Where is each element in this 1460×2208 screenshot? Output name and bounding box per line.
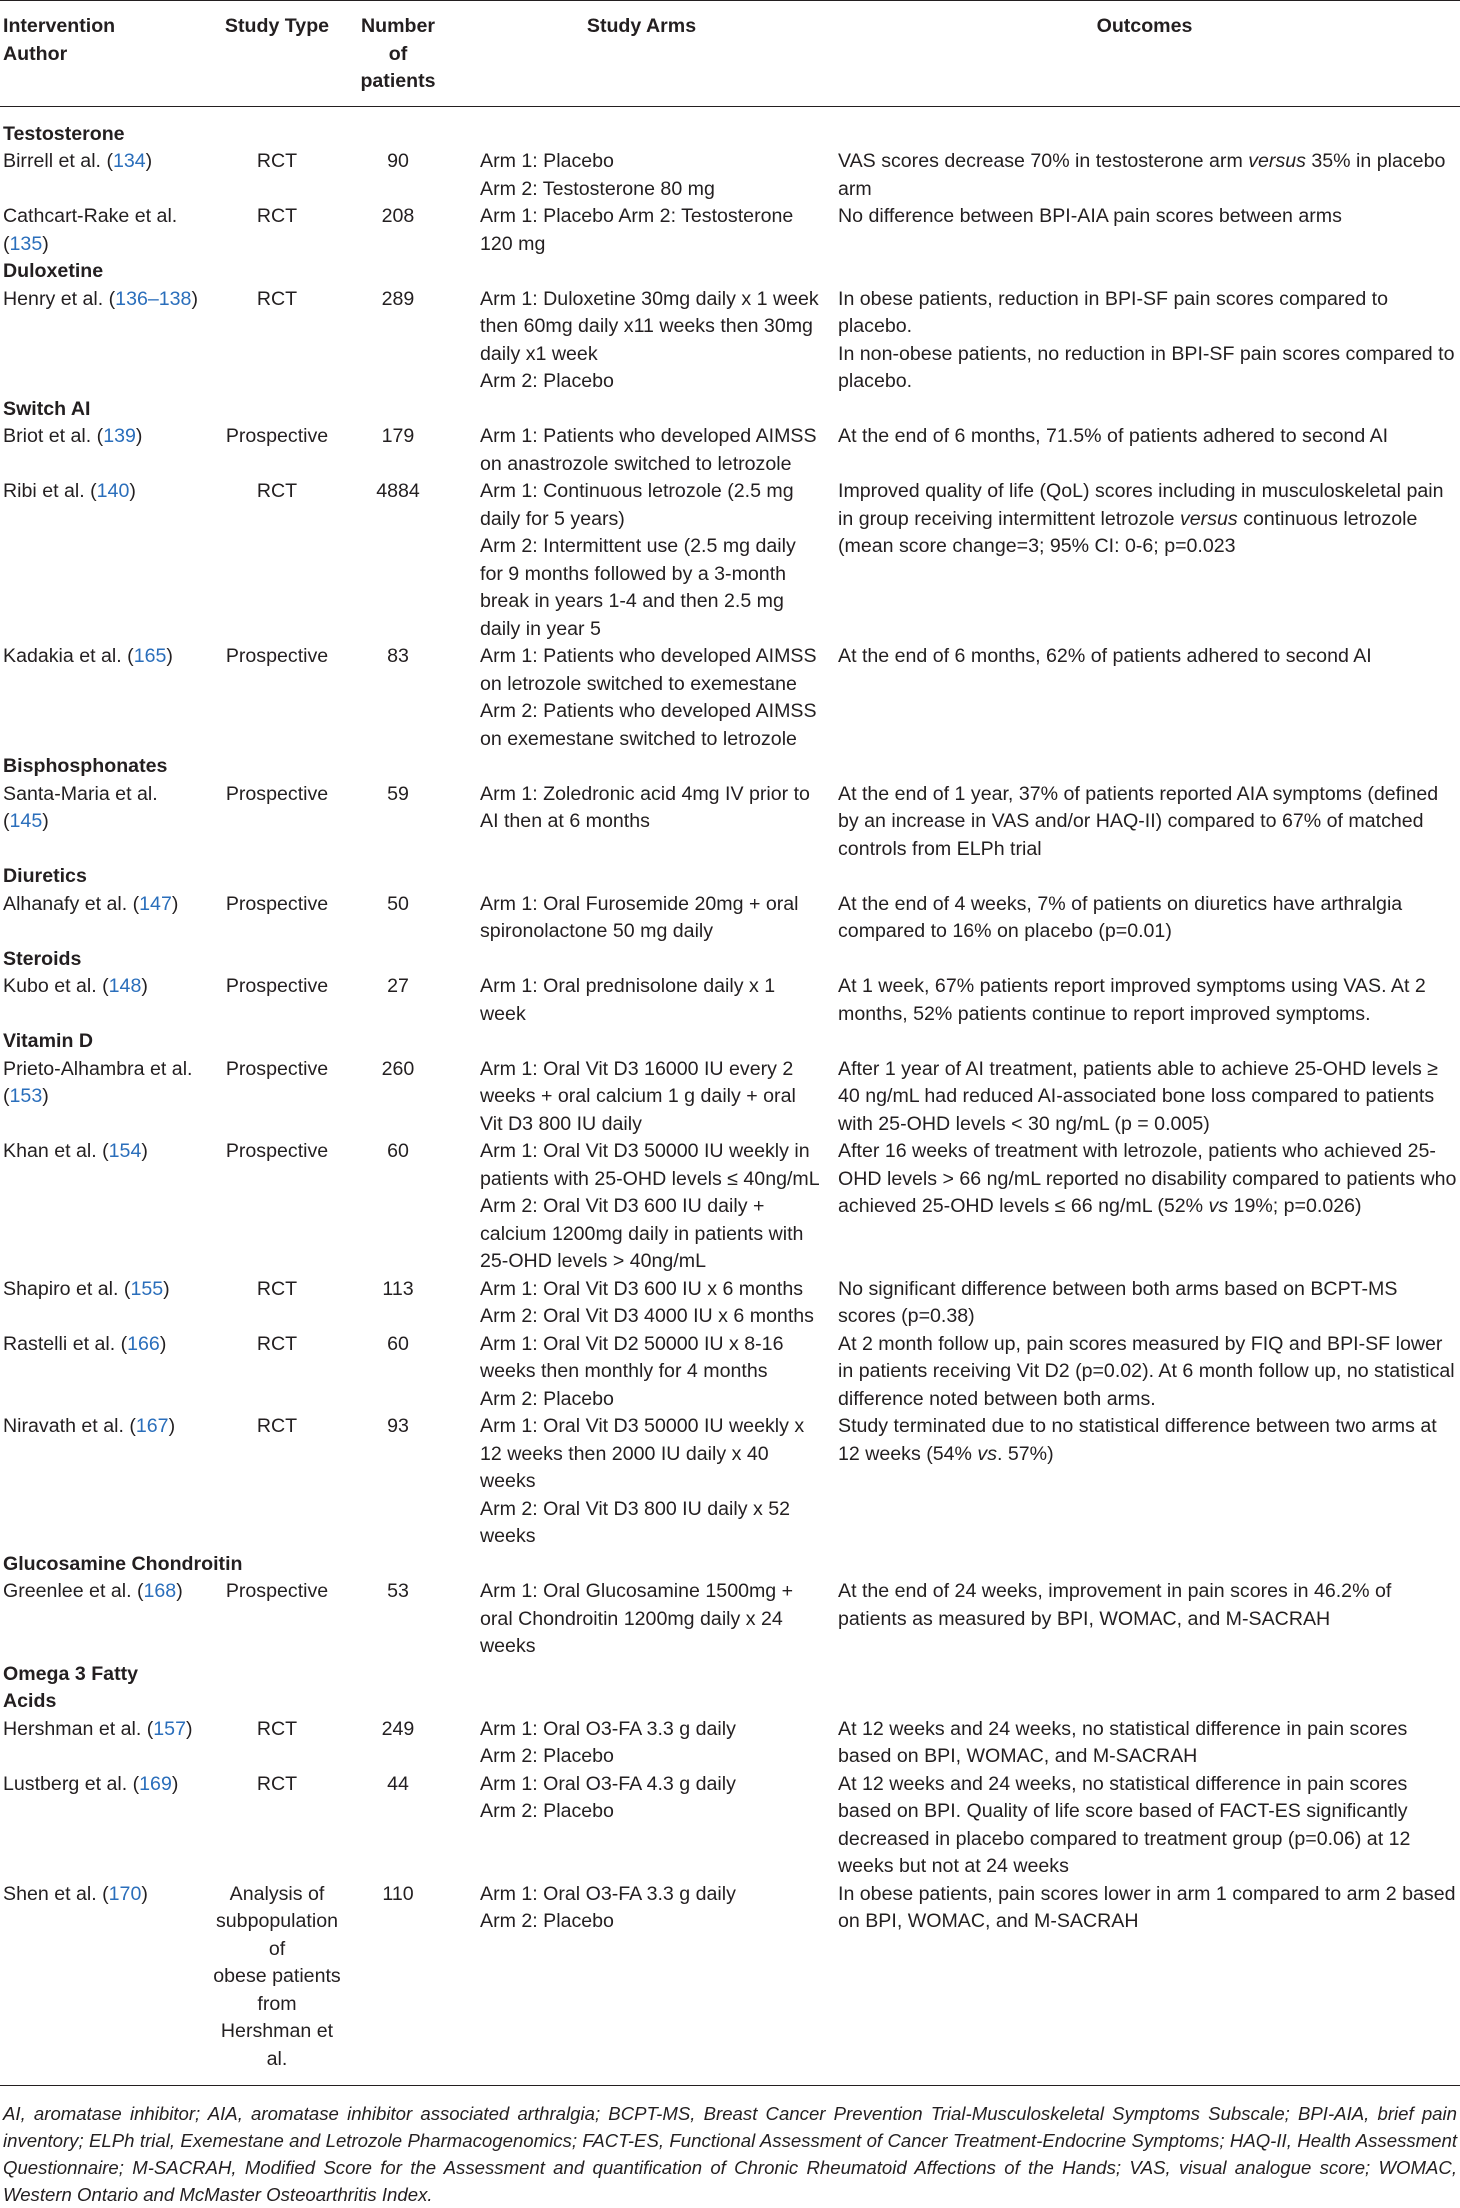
table-row: [0, 1138, 1460, 1276]
study-arm: Arm 2: Intermittent use (2.5 mg daily for 9 months followed by a 3-month break in years 1-4 and then 2.5 mg daily in year 5: [480, 535, 796, 640]
patient-count-cell: 93: [387, 1415, 409, 1437]
study-arms-cell: [454, 478, 829, 643]
outcomes-cell: [829, 781, 1460, 864]
reference-close-paren: ): [42, 810, 49, 832]
author-cell: [0, 203, 212, 258]
study-arm: Arm 1: Oral O3-FA 4.3 g daily: [480, 1772, 736, 1795]
patient-count-cell: 113: [382, 1277, 414, 1300]
author-cell: [0, 1276, 212, 1331]
reference-close-paren: ): [185, 1717, 193, 1740]
group-row: [0, 106, 1460, 148]
study-arm: Arm 2: Testosterone 80 mg: [480, 177, 715, 200]
study-type-line: RCT: [256, 1717, 298, 1740]
reference-close-paren: ): [163, 1277, 170, 1300]
author-cell: [0, 1716, 212, 1771]
reference-link[interactable]: 154: [108, 1140, 142, 1162]
study-arm: Arm 1: Oral Vit D3 50000 IU weekly x 12 weeks then 2000 IU daily x 40 weeks: [480, 1415, 805, 1492]
reference-link[interactable]: 140: [96, 480, 130, 502]
reference-link[interactable]: 157: [153, 1717, 186, 1740]
table-row: [0, 1056, 1460, 1139]
outcome-text: In non-obese patients, no reduction in BPI-SF pain scores compared to placebo.: [838, 342, 1455, 392]
italic-word: vs: [977, 1442, 997, 1465]
group-row: [0, 1661, 1460, 1716]
author-cell: [0, 1413, 212, 1551]
outcome-text: At the end of 6 months, 71.5% of patients adhered to second AI: [838, 425, 1389, 447]
study-type-line: obese patients from: [213, 1965, 341, 2015]
author-name: Ribi et al. (: [3, 480, 97, 502]
study-arms-cell: [454, 781, 829, 864]
study-type-line: subpopulation of: [215, 1910, 339, 1960]
author-name: Briot et al. (: [3, 425, 104, 447]
outcomes-cell: [829, 1331, 1460, 1414]
group-name-line: Duloxetine: [3, 260, 104, 282]
outcomes-cell: [829, 423, 1460, 478]
table-row: [0, 1716, 1460, 1771]
reference-link[interactable]: 136–138: [115, 287, 192, 310]
study-arm: Arm 1: Oral Vit D2 50000 IU x 8-16 weeks then monthly for 4 months: [480, 1332, 784, 1382]
header-author-line: Author: [3, 42, 68, 65]
patient-count-cell: 4884: [376, 480, 420, 502]
study-type-line: Prospective: [225, 1057, 329, 1080]
reference-close-paren: ): [171, 892, 179, 915]
reference-link[interactable]: 170: [108, 1882, 142, 1905]
table-row: [0, 781, 1460, 864]
outcomes-cell: [829, 1056, 1460, 1139]
reference-close-paren: ): [141, 1882, 148, 1905]
group-name: [0, 1028, 1460, 1056]
table-header: [0, 1, 1460, 107]
group-name: [0, 1551, 1460, 1579]
header-number-line: Number: [360, 15, 436, 37]
reference-close-paren: ): [191, 287, 198, 310]
group-name-line: Steroids: [3, 947, 82, 970]
header-outcomes: Outcomes: [829, 1, 1460, 107]
study-type-cell: [212, 286, 342, 396]
study-type-cell: [212, 1331, 342, 1414]
table-row: [0, 1413, 1460, 1551]
author-name: Rastelli et al. (: [3, 1332, 128, 1355]
study-arms-cell: [454, 891, 829, 946]
outcomes-cell: [829, 973, 1460, 1028]
italic-word: versus: [1179, 507, 1238, 530]
author-cell: [0, 973, 212, 1028]
author-cell: [0, 643, 212, 753]
header-study-type: Study Type: [212, 1, 342, 107]
group-name: [0, 863, 1460, 891]
author-name: Cathcart-Rake et al. (: [3, 205, 178, 255]
group-name-line: Testosterone: [3, 122, 125, 145]
outcomes-cell: [829, 891, 1460, 946]
author-name: Shen et al. (: [3, 1882, 109, 1905]
study-arm: Arm 2: Placebo: [480, 1387, 614, 1410]
reference-close-paren: ): [141, 1140, 148, 1162]
reference-link[interactable]: 165: [133, 645, 167, 667]
study-arm: Arm 1: Oral prednisolone daily x 1 week: [480, 975, 776, 1025]
reference-link[interactable]: 134: [112, 150, 146, 172]
study-type-line: RCT: [256, 480, 298, 502]
table-row: [0, 478, 1460, 643]
outcomes-cell: [829, 203, 1460, 258]
study-arm: Arm 2: Oral Vit D3 4000 IU x 6 months: [480, 1305, 814, 1327]
author-cell: [0, 1138, 212, 1276]
reference-close-paren: ): [168, 1415, 176, 1437]
study-arm: Arm 2: Placebo: [480, 1800, 614, 1822]
reference-close-paren: ): [42, 1085, 49, 1107]
reference-link[interactable]: 145: [9, 810, 43, 832]
study-type-line: RCT: [256, 150, 298, 172]
author-cell: [0, 286, 212, 396]
reference-close-paren: ): [135, 425, 143, 447]
study-arm: Arm 1: Oral Vit D3 16000 IU every 2 weeks + oral calcium 1 g daily + oral Vit D3 800 IU daily: [480, 1057, 796, 1135]
table-row: [0, 286, 1460, 396]
group-row: [0, 863, 1460, 891]
study-arms-cell: [454, 1138, 829, 1276]
study-arms-cell: [454, 1716, 829, 1771]
study-type-cell: [212, 423, 342, 478]
outcomes-cell: [829, 1578, 1460, 1661]
patient-count-cell: 60: [387, 1140, 409, 1162]
author-cell: [0, 781, 212, 864]
study-arm: Arm 1: Patients who developed AIMSS on letrozole switched to exemestane: [480, 645, 817, 695]
study-arms-cell: [454, 1881, 829, 2074]
author-name: Greenlee et al. (: [3, 1580, 144, 1602]
study-arm: Arm 2: Placebo: [480, 1745, 614, 1767]
study-type-line: Prospective: [225, 1140, 329, 1162]
group-name: [0, 1661, 1460, 1716]
reference-close-paren: ): [159, 1332, 167, 1355]
study-type-cell: [212, 891, 342, 946]
patient-count-cell: 53: [387, 1580, 409, 1602]
author-name: Lustberg et al. (: [3, 1772, 140, 1795]
author-name: Shapiro et al. (: [3, 1277, 131, 1300]
outcome-text: At the end of 1 year, 37% of patients reported AIA symptoms (defined by an increase in VAS and/or HAQ-II) compared to 67% of matched controls from ELPh trial: [838, 782, 1439, 860]
outcome-text: At the end of 4 weeks, 7% of patients on diuretics have arthralgia compared to 16% on placebo (p=0.01): [838, 892, 1403, 942]
reference-close-paren: ): [176, 1580, 183, 1602]
study-type-cell: [212, 1881, 342, 2074]
table-row: [0, 1881, 1460, 2074]
study-arms-cell: [454, 973, 829, 1028]
study-arm: Arm 1: Placebo Arm 2: Testosterone 120 mg: [480, 205, 794, 255]
reference-link[interactable]: 135: [9, 232, 43, 255]
table-row: [0, 891, 1460, 946]
patient-count-cell: 179: [381, 425, 415, 447]
reference-close-paren: ): [141, 975, 148, 997]
author-name: Alhanafy et al. (: [3, 892, 140, 915]
outcome-text: No difference between BPI-AIA pain scores between arms: [838, 205, 1342, 227]
study-type-cell: [212, 478, 342, 643]
study-arm: Arm 1: Oral Vit D3 600 IU x 6 months: [480, 1277, 804, 1300]
study-type-line: Prospective: [225, 892, 329, 915]
author-cell: [0, 478, 212, 643]
outcome-text: No significant difference between both arms based on BCPT-MS scores (p=0.38): [838, 1277, 1398, 1327]
outcomes-cell: [829, 1413, 1460, 1551]
table-footnote: AI, aromatase inhibitor; AIA, aromatase inhibitor associated arthralgia; BCPT-MS, Breast Cancer Prevention Trial-Musculoskeletal Symptoms Subscale; BPI-AIA, brief pain inventory; ELPh trial, Exemestane and Letrozole Pharmacogenomics; FACT-ES, Functional Assessment of Cancer Treatment-Endocrine Symptoms; HAQ-II, Health Assessment Questionnaire; M-SACRAH, Modified Score for the Assessment and quantification of Chronic Rheumatoid Affections of the Hands; VAS, visual analogue score; WOMAC, Western Ontario and McMaster Osteoarthritis Index.: [3, 2103, 1457, 2205]
group-row: [0, 946, 1460, 974]
group-name-line: Omega 3 Fatty: [3, 1662, 139, 1685]
study-type-line: RCT: [256, 1415, 298, 1437]
study-arm: Arm 2: Placebo: [480, 370, 614, 392]
outcomes-cell: [829, 1771, 1460, 1881]
study-arm: Arm 2: Oral Vit D3 600 IU daily + calcium 1200mg daily in patients with 25-OHD levels > 40ng/mL: [480, 1195, 804, 1272]
group-name-line: Switch AI: [3, 397, 91, 420]
study-type-cell: [212, 1056, 342, 1139]
reference-close-paren: ): [171, 1772, 179, 1795]
patient-count-cell: 90: [387, 150, 409, 172]
group-name: [0, 258, 1460, 286]
outcome-text: Study terminated due to no statistical difference between two arms at 12 weeks (54% vs. 57%): [838, 1415, 1437, 1465]
study-type-line: Hershman et al.: [220, 2020, 334, 2070]
outcomes-cell: [829, 1276, 1460, 1331]
table-row: [0, 973, 1460, 1028]
outcome-text: At the end of 24 weeks, improvement in pain scores in 46.2% of patients as measured by BPI, WOMAC, and M-SACRAH: [838, 1580, 1392, 1630]
study-arm: Arm 1: Continuous letrozole (2.5 mg daily for 5 years): [480, 480, 794, 530]
study-arms-cell: [454, 148, 829, 203]
patient-count-cell: 44: [387, 1772, 409, 1795]
outcome-text: VAS scores decrease 70% in testosterone arm versus 35% in placebo arm: [838, 150, 1446, 200]
table-row: [0, 1276, 1460, 1331]
study-type-line: Prospective: [225, 975, 329, 997]
patient-count-cell: 50: [387, 892, 409, 915]
author-name: Birrell et al. (: [3, 150, 113, 172]
author-cell: [0, 1578, 212, 1661]
study-type-line: RCT: [256, 1277, 298, 1300]
reference-close-paren: ): [145, 150, 153, 172]
study-arm: Arm 1: Zoledronic acid 4mg IV prior to AI then at 6 months: [480, 782, 810, 832]
study-arms-cell: [454, 1771, 829, 1881]
study-arm: Arm 1: Oral Furosemide 20mg + oral spironolactone 50 mg daily: [480, 892, 799, 942]
group-row: [0, 258, 1460, 286]
study-arms-cell: [454, 643, 829, 753]
group-row: [0, 1028, 1460, 1056]
table-row: [0, 148, 1460, 203]
header-author-line: Intervention: [3, 15, 116, 37]
outcomes-cell: [829, 643, 1460, 753]
group-row: [0, 1551, 1460, 1579]
study-type-line: RCT: [256, 205, 298, 227]
outcomes-cell: [829, 1138, 1460, 1276]
outcomes-cell: [829, 1716, 1460, 1771]
study-type-cell: [212, 973, 342, 1028]
outcome-text: In obese patients, pain scores lower in arm 1 compared to arm 2 based on BPI, WOMAC, and M-SACRAH: [838, 1882, 1456, 1932]
group-name: [0, 946, 1460, 974]
group-name: [0, 753, 1460, 781]
author-name: Niravath et al. (: [3, 1415, 136, 1437]
patient-count-cell: 60: [387, 1332, 409, 1355]
outcome-text: Improved quality of life (QoL) scores including in musculoskeletal pain in group receiving intermittent letrozole versus continuous letrozole (mean score change=3; 95% CI: 0-6; p=0.023: [838, 480, 1444, 557]
outcome-text: In obese patients, reduction in BPI-SF pain scores compared to placebo.: [838, 287, 1389, 337]
table-body: [0, 106, 1460, 2073]
reference-link[interactable]: 153: [9, 1085, 43, 1107]
table-row: [0, 643, 1460, 753]
study-arm: Arm 1: Oral O3-FA 3.3 g daily: [480, 1717, 736, 1740]
study-arms-cell: [454, 203, 829, 258]
author-name: Kubo et al. (: [3, 975, 109, 997]
author-name: Santa-Maria et al. (: [3, 782, 158, 832]
reference-link[interactable]: 169: [139, 1772, 172, 1795]
study-type-cell: [212, 1578, 342, 1661]
patient-count-cell: 83: [387, 645, 409, 667]
header-study-arms: Study Arms: [454, 1, 829, 107]
reference-link[interactable]: 148: [108, 975, 142, 997]
author-cell: [0, 1881, 212, 2074]
outcomes-cell: [829, 478, 1460, 643]
study-type-line: RCT: [256, 1332, 298, 1355]
study-arm: Arm 1: Oral Glucosamine 1500mg + oral Chondroitin 1200mg daily x 24 weeks: [480, 1580, 794, 1657]
study-type-line: Prospective: [225, 782, 329, 805]
study-arm: Arm 1: Duloxetine 30mg daily x 1 week then 60mg daily x11 weeks then 30mg daily x1 week: [480, 287, 819, 365]
study-arms-cell: [454, 1331, 829, 1414]
table-row: [0, 1771, 1460, 1881]
author-name: Prieto-Alhambra et al. (: [3, 1057, 193, 1107]
study-arms-cell: [454, 1276, 829, 1331]
study-type-line: RCT: [256, 287, 298, 310]
outcomes-cell: [829, 1881, 1460, 2074]
patient-count-cell: 27: [387, 975, 409, 997]
reference-link[interactable]: 168: [143, 1580, 177, 1602]
group-name-line: Diuretics: [3, 865, 87, 887]
study-arm: Arm 1: Placebo: [480, 150, 614, 172]
group-name-line: Bisphosphonates: [3, 755, 168, 777]
group-name-line: Acids: [3, 1690, 57, 1712]
outcome-text: After 16 weeks of treatment with letrozole, patients who achieved 25-OHD levels > 66 ng/mL reported no disability compared to patients who achieved 25-OHD levels ≤ 66 ng/mL (52% vs 19%; p=0.026): [838, 1140, 1457, 1217]
study-arms-cell: [454, 1413, 829, 1551]
group-row: [0, 396, 1460, 424]
patient-count-cell: 110: [382, 1882, 414, 1905]
study-arm: Arm 2: Placebo: [480, 1910, 614, 1932]
author-name: Khan et al. (: [3, 1140, 109, 1162]
outcome-text: At 12 weeks and 24 weeks, no statistical difference in pain scores based on BPI. Quality of life score based of FACT-ES significantly decreased in placebo compared to treatment group (p=0.06) at 12 weeks but not at 24 weeks: [838, 1772, 1411, 1877]
study-type-cell: [212, 148, 342, 203]
author-cell: [0, 891, 212, 946]
italic-word: versus: [1248, 150, 1306, 172]
reference-close-paren: ): [166, 645, 173, 667]
table-row: [0, 1578, 1460, 1661]
study-type-cell: [212, 1276, 342, 1331]
study-type-line: Prospective: [225, 645, 329, 667]
header-number-line: of: [388, 42, 408, 65]
author-cell: [0, 423, 212, 478]
study-arms-cell: [454, 1578, 829, 1661]
study-type-cell: [212, 643, 342, 753]
table-row: [0, 423, 1460, 478]
table-row: [0, 203, 1460, 258]
patient-count-cell: 289: [381, 287, 415, 310]
study-type-cell: [212, 1716, 342, 1771]
outcomes-cell: [829, 148, 1460, 203]
study-arm: Arm 2: Patients who developed AIMSS on exemestane switched to letrozole: [480, 700, 817, 750]
patient-count-cell: 208: [381, 205, 415, 227]
study-arm: Arm 1: Oral O3-FA 3.3 g daily: [480, 1882, 736, 1905]
group-name: [0, 106, 1460, 148]
study-type-cell: [212, 1771, 342, 1881]
study-type-line: Prospective: [225, 1580, 329, 1602]
study-arms-cell: [454, 286, 829, 396]
author-cell: [0, 1331, 212, 1414]
outcomes-cell: [829, 286, 1460, 396]
author-name: Henry et al. (: [3, 287, 116, 310]
reference-link[interactable]: 166: [127, 1332, 160, 1355]
reference-link[interactable]: 155: [130, 1277, 164, 1300]
study-type-line: RCT: [256, 1772, 298, 1795]
group-name-line: Glucosamine Chondroitin: [3, 1552, 243, 1575]
italic-word: vs: [1208, 1195, 1229, 1217]
study-type-cell: [212, 203, 342, 258]
study-arm: Arm 1: Patients who developed AIMSS on anastrozole switched to letrozole: [480, 425, 817, 475]
reference-link[interactable]: 147: [139, 892, 172, 915]
reference-close-paren: ): [129, 480, 136, 502]
reference-link[interactable]: 167: [135, 1415, 169, 1437]
group-row: [0, 753, 1460, 781]
study-arms-cell: [454, 423, 829, 478]
author-cell: [0, 1056, 212, 1139]
outcome-text: At 1 week, 67% patients report improved symptoms using VAS. At 2 months, 52% patients continue to report improved symptoms.: [838, 975, 1426, 1025]
header-author: [0, 1, 212, 107]
study-type-cell: [212, 1413, 342, 1551]
group-name: [0, 396, 1460, 424]
outcome-text: At the end of 6 months, 62% of patients adhered to second AI: [838, 645, 1372, 667]
study-arm: Arm 1: Oral Vit D3 50000 IU weekly in patients with 25-OHD levels ≤ 40ng/mL: [480, 1140, 820, 1190]
outcome-text: After 1 year of AI treatment, patients able to achieve 25-OHD levels ≥ 40 ng/mL had reduced AI-associated bone loss compared to patients with 25-OHD levels < 30 ng/mL (p = 0.005): [838, 1057, 1438, 1135]
reference-close-paren: ): [42, 232, 49, 255]
outcome-text: At 12 weeks and 24 weeks, no statistical difference in pain scores based on BPI, WOMAC, and M-SACRAH: [838, 1717, 1408, 1767]
header-number-line: patients: [360, 70, 436, 92]
reference-link[interactable]: 139: [103, 425, 136, 447]
study-arm: Arm 2: Oral Vit D3 800 IU daily x 52 weeks: [480, 1497, 790, 1547]
study-arms-cell: [454, 1056, 829, 1139]
patient-count-cell: 59: [387, 782, 409, 805]
author-name: Hershman et al. (: [3, 1717, 154, 1740]
study-type-cell: [212, 1138, 342, 1276]
table-row: [0, 1331, 1460, 1414]
header-number: [342, 1, 454, 107]
patient-count-cell: 249: [381, 1717, 415, 1740]
author-name: Kadakia et al. (: [3, 645, 134, 667]
author-cell: [0, 148, 212, 203]
study-type-line: Prospective: [225, 425, 329, 447]
study-type-cell: [212, 781, 342, 864]
outcome-text: At 2 month follow up, pain scores measured by FIQ and BPI-SF lower in patients receiving Vit D2 (p=0.02). At 6 month follow up, no statistical difference noted between both arms.: [838, 1332, 1455, 1410]
author-cell: [0, 1771, 212, 1881]
study-type-line: Analysis of: [229, 1882, 325, 1905]
patient-count-cell: 260: [381, 1057, 415, 1080]
group-name-line: Vitamin D: [3, 1030, 94, 1052]
